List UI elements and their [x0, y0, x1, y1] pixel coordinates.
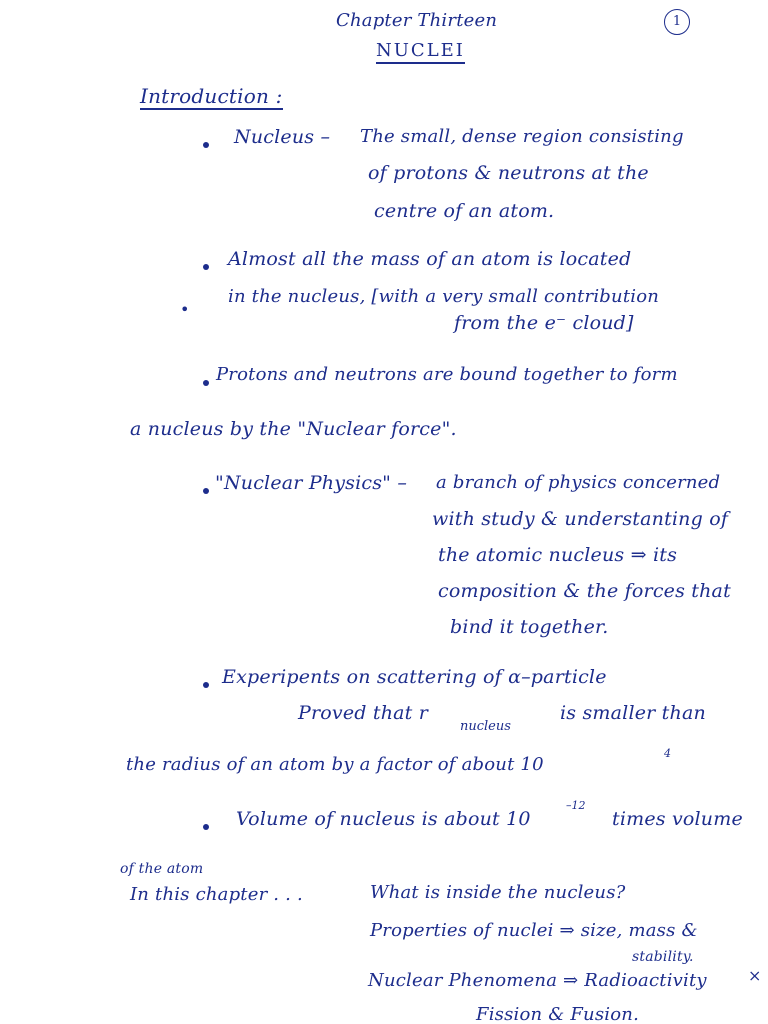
margin-dot: •: [180, 300, 190, 319]
chapter-label: Chapter Thirteen: [336, 10, 498, 31]
note-line: from the e⁻ cloud]: [454, 312, 634, 334]
note-line: with study & understanting of: [432, 508, 729, 530]
bullet-dot: [203, 264, 209, 270]
note-line: a branch of physics concerned: [436, 472, 721, 493]
note-line: Proved that r: [298, 702, 429, 724]
note-line: the radius of an atom by a factor of about 10: [126, 754, 544, 775]
bullet-dot: [203, 380, 209, 386]
section-heading: Introduction :: [140, 84, 283, 108]
note-term-nucleus: Nucleus –: [234, 126, 331, 148]
note-line: in the nucleus, [with a very small contribution: [228, 286, 660, 307]
note-line: Almost all the mass of an atom is located: [228, 248, 632, 270]
cross-mark: ×: [748, 966, 762, 985]
note-superscript: –12: [566, 799, 586, 812]
note-superscript: 4: [664, 747, 671, 760]
summary-item: Nuclear Phenomena ⇒ Radioactivity: [368, 970, 707, 991]
page-number: 1: [664, 9, 690, 35]
note-line: The small, dense region consisting: [360, 126, 684, 147]
note-line: centre of an atom.: [374, 200, 555, 222]
bullet-dot: [203, 488, 209, 494]
note-line: bind it together.: [450, 616, 609, 638]
note-line: times volume: [612, 808, 743, 830]
bullet-dot: [203, 142, 209, 148]
summary-lead: In this chapter . . .: [130, 884, 303, 905]
note-line: composition & the forces that: [438, 580, 731, 602]
page-title: NUCLEI: [376, 42, 465, 64]
note-line: of protons & neutrons at the: [368, 162, 649, 184]
note-line: is smaller than: [560, 702, 706, 724]
note-line: the atomic nucleus ⇒ its: [438, 544, 678, 566]
note-line: Protons and neutrons are bound together to form: [216, 364, 678, 385]
note-line: Experipents on scattering of α–particle: [222, 666, 607, 688]
summary-item-continued: stability.: [632, 949, 694, 965]
bullet-dot: [203, 824, 209, 830]
note-subscript: nucleus: [460, 719, 511, 734]
note-line: a nucleus by the "Nuclear force".: [130, 418, 457, 440]
bullet-dot: [203, 682, 209, 688]
summary-item: Properties of nuclei ⇒ size, mass &: [370, 920, 698, 941]
note-line: Volume of nucleus is about 10: [236, 808, 531, 830]
note-term-physics: "Nuclear Physics" –: [215, 472, 408, 494]
summary-item: Fission & Fusion.: [476, 1004, 640, 1024]
note-line: of the atom: [120, 861, 204, 877]
summary-item: What is inside the nucleus?: [370, 882, 626, 903]
